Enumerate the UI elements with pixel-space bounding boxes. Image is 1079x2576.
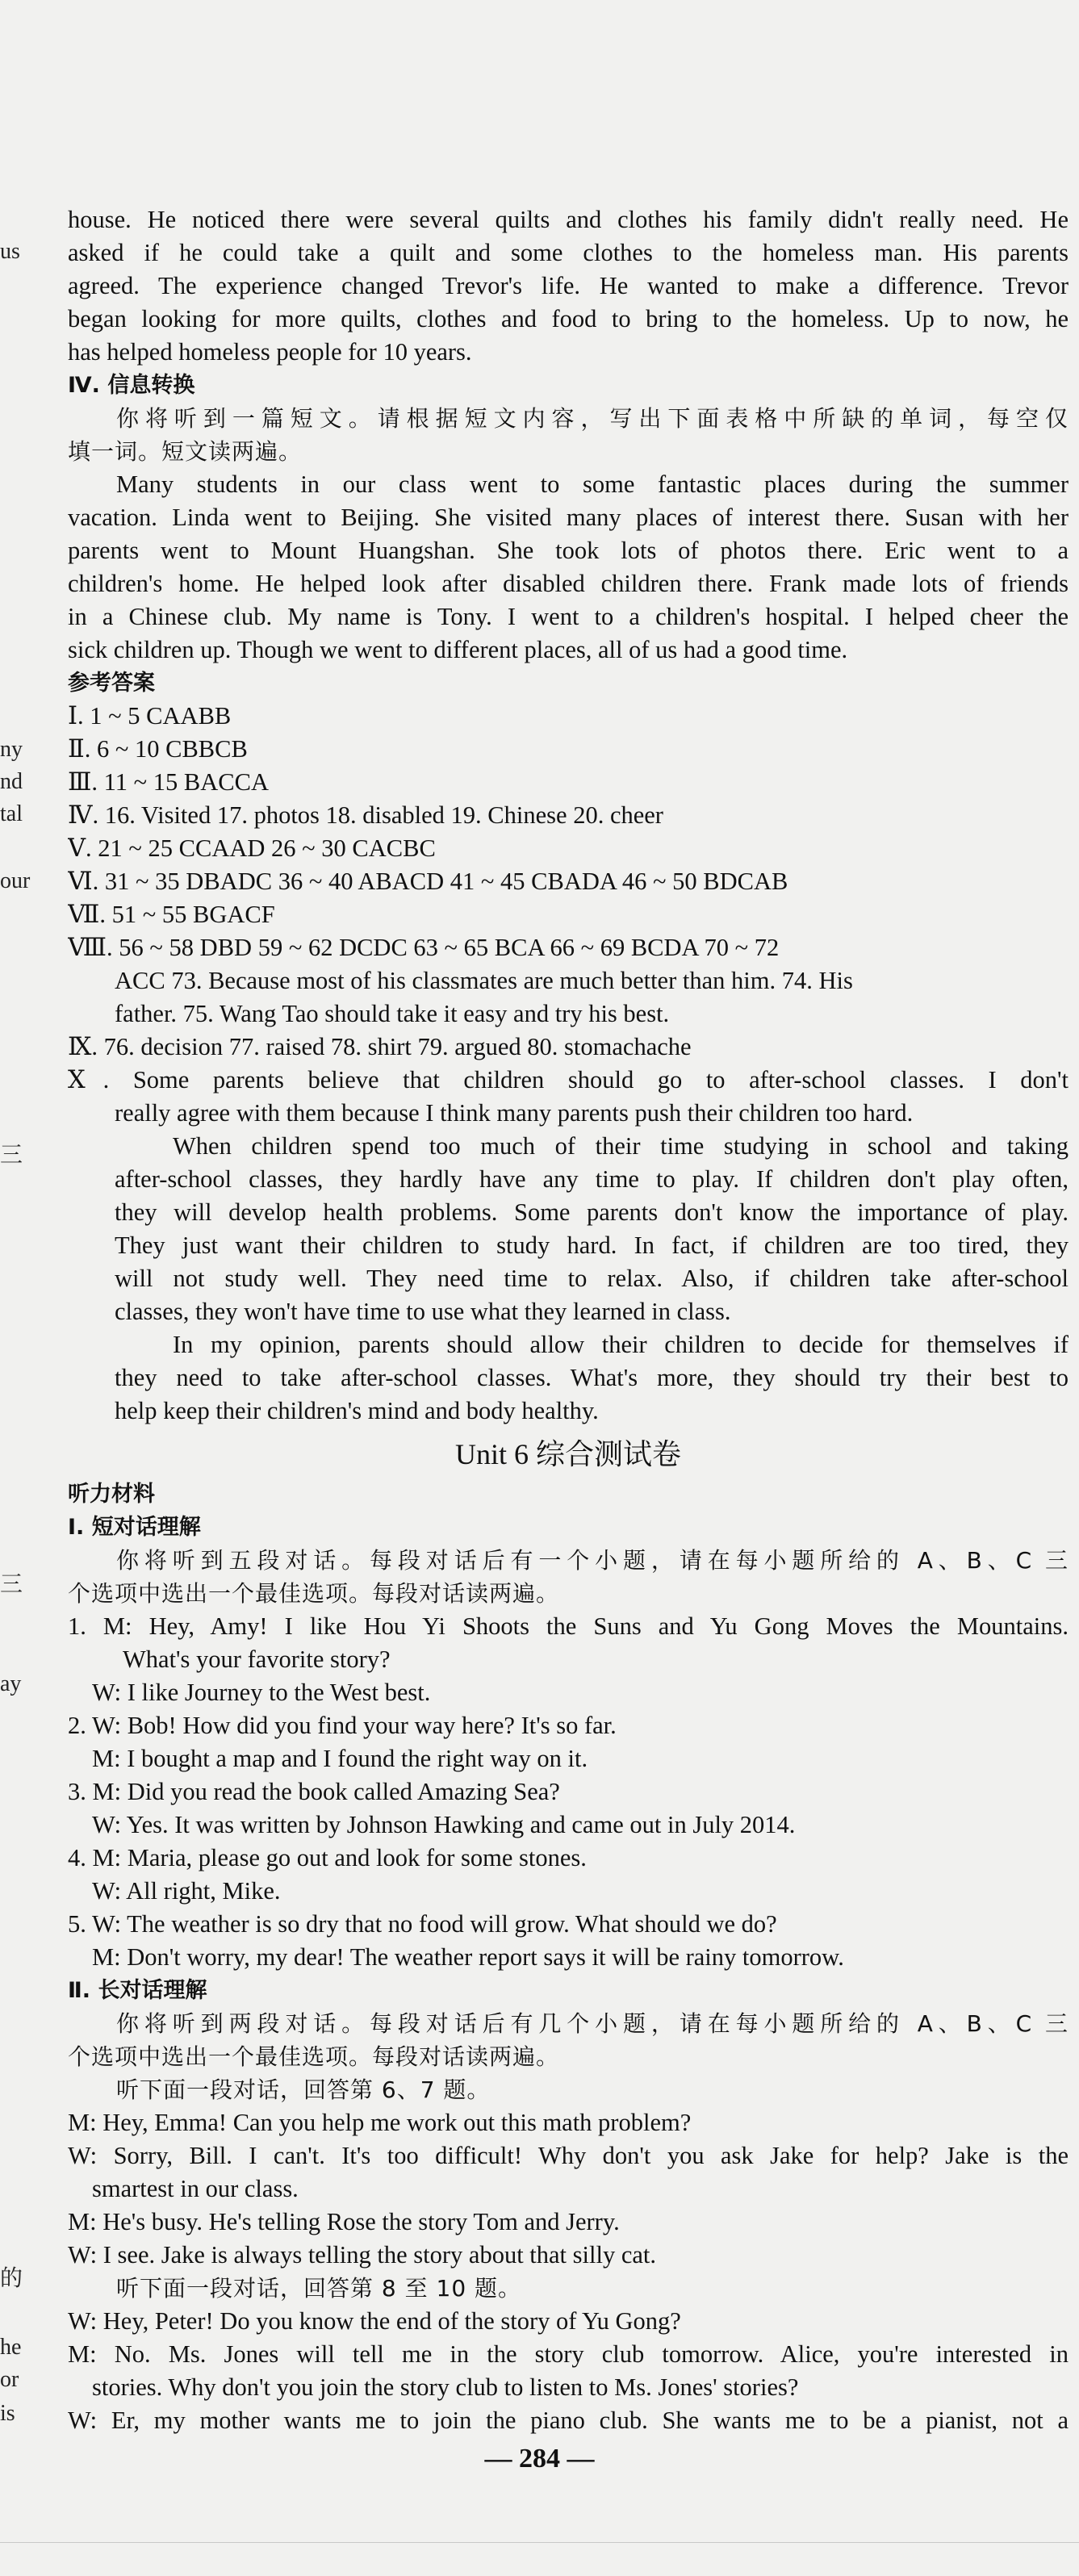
- answer-line: ACC 73. Because most of his classmates are much better than him. 74. His: [115, 967, 853, 994]
- dialogue-line: W: All right, Mike.: [92, 1877, 281, 1905]
- dialogue-line: 3. M: Did you read the book called Amazing Sea?: [68, 1778, 560, 1805]
- unit-title: Unit 6 综合测试卷: [454, 1438, 681, 1470]
- dialogue-line: W: I see. Jake is always telling the story about that silly cat.: [68, 2241, 656, 2269]
- dialogue-line: What's your favorite story?: [123, 1646, 391, 1673]
- dialogue-line: W: I like Journey to the West best.: [92, 1679, 431, 1706]
- dialogue-line: W: Er, my mother wants me to join the piano club. She wants me to be a pianist, not a: [68, 2407, 1069, 2434]
- essay-line: classes, they won't have time to use what they learned in class.: [115, 1298, 731, 1325]
- dialogue-line: 5. W: The weather is so dry that no food will grow. What should we do?: [68, 1910, 777, 1938]
- dialogue-line: M: He's busy. He's telling Rose the story Tom and Jerry.: [68, 2208, 620, 2235]
- answer-line: Ⅷ. 56 ~ 58 DBD 59 ~ 62 DCDC 63 ~ 65 BCA 66 ~ 69 BCDA 70 ~ 72: [68, 934, 780, 961]
- instruction-line: 你将听到五段对话。每段对话后有一个小题，请在每小题所给的 A、B、C 三: [116, 1547, 1069, 1574]
- instruction-line: 你将听到一篇短文。请根据短文内容，写出下面表格中所缺的单词，每空仅: [116, 405, 1069, 432]
- text-line: vacation. Linda went to Beijing. She visited many places of interest there. Susan with her: [68, 504, 1069, 531]
- margin-fragment: he: [0, 2335, 22, 2360]
- margin-fragment: 三: [0, 1143, 23, 1168]
- instruction-line: 个选项中选出一个最佳选项。每段对话读两遍。: [68, 1580, 560, 1607]
- instruction-line: 听下面一段对话，回答第 8 至 10 题。: [116, 2275, 522, 2302]
- text-line: parents went to Mount Huangshan. She took lots of photos there. Eric went to a: [68, 537, 1069, 564]
- answer-line: Ⅴ. 21 ~ 25 CCAAD 26 ~ 30 CACBC: [68, 834, 436, 862]
- dialogue-line: M: I bought a map and I found the right way on it.: [92, 1745, 588, 1772]
- answer-line: Ⅵ. 31 ~ 35 DBADC 36 ~ 40 ABACD 41 ~ 45 CBADA 46 ~ 50 BDCAB: [68, 868, 788, 895]
- answer-line: Ⅶ. 51 ~ 55 BGACF: [68, 901, 275, 928]
- essay-line: In my opinion, parents should allow their children to decide for themselves if: [173, 1331, 1069, 1358]
- margin-fragment: ny: [0, 737, 23, 762]
- essay-line: they will develop health problems. Some parents don't know the importance of play.: [115, 1198, 1069, 1226]
- margin-fragment: nd: [0, 769, 23, 794]
- dialogue-line: W: Hey, Peter! Do you know the end of the story of Yu Gong?: [68, 2307, 681, 2335]
- answer-line: father. 75. Wang Tao should take it easy and try his best.: [115, 1000, 670, 1027]
- dialogue-line: M: Hey, Emma! Can you help me work out this math problem?: [68, 2109, 692, 2136]
- section-heading: Ⅳ. 信息转换: [68, 373, 195, 398]
- text-line: sick children up. Though we went to different places, all of us had a good time.: [68, 636, 848, 663]
- essay-line: help keep their children's mind and body healthy.: [115, 1397, 599, 1424]
- answers-heading: 参考答案: [68, 671, 155, 696]
- instruction-line: 你将听到两段对话。每段对话后有几个小题，请在每小题所给的 A、B、C 三: [116, 2010, 1069, 2037]
- margin-fragment: ay: [0, 1671, 22, 1696]
- text-line: began looking for more quilts, clothes and food to bring to the homeless. Up to now, he: [68, 305, 1069, 332]
- essay-line: really agree with them because I think many parents push their children too hard.: [115, 1099, 914, 1127]
- margin-fragment: tal: [0, 801, 23, 826]
- instruction-line: 个选项中选出一个最佳选项。每段对话读两遍。: [68, 2043, 560, 2070]
- margin-fragment: 三: [0, 1572, 23, 1597]
- listening-heading: 听力材料: [68, 1482, 155, 1507]
- answer-line: Ⅰ. 1 ~ 5 CAABB: [68, 702, 232, 730]
- text-line: asked if he could take a quilt and some clothes to the homeless man. His parents: [68, 239, 1069, 266]
- margin-fragment: our: [0, 868, 31, 893]
- dialogue-line: M: Don't worry, my dear! The weather report says it will be rainy tomorrow.: [92, 1943, 844, 1971]
- text-line: in a Chinese club. My name is Tony. I went to a children's hospital. I helped cheer the: [68, 603, 1069, 630]
- margin-fragment: us: [0, 239, 20, 264]
- section-heading: Ⅱ. 长对话理解: [68, 1978, 207, 2003]
- dialogue-line: W: Sorry, Bill. I can't. It's too difficult! Why don't you ask Jake for help? Jake is the: [68, 2142, 1069, 2169]
- margin-fragment: 的: [0, 2266, 23, 2291]
- essay-line: they need to take after-school classes. What's more, they should try their best to: [115, 1364, 1069, 1391]
- instruction-line: 填一词。短文读两遍。: [68, 438, 303, 465]
- dialogue-line: M: No. Ms. Jones will tell me in the story club tomorrow. Alice, you're interested in: [68, 2340, 1069, 2368]
- text-line: has helped homeless people for 10 years.: [68, 338, 472, 366]
- dialogue-line: 2. W: Bob! How did you find your way here? It's so far.: [68, 1712, 617, 1739]
- dialogue-line: smartest in our class.: [92, 2175, 299, 2202]
- dialogue-line: 4. M: Maria, please go out and look for some stones.: [68, 1844, 587, 1871]
- bottom-rule: [0, 2542, 1079, 2543]
- margin-fragment: or: [0, 2367, 19, 2392]
- section-heading: Ⅰ. 短对话理解: [68, 1515, 201, 1540]
- essay-line: When children spend too much of their time studying in school and taking: [173, 1132, 1069, 1160]
- instruction-line: 听下面一段对话，回答第 6、7 题。: [116, 2076, 491, 2103]
- essay-line: They just want their children to study hard. In fact, if children are too tired, they: [115, 1232, 1069, 1259]
- text-line: Many students in our class went to some fantastic places during the summer: [116, 470, 1069, 498]
- text-line: children's home. He helped look after disabled children there. Frank made lots of friends: [68, 570, 1069, 597]
- essay-line: after-school classes, they hardly have any time to play. If children don't play often,: [115, 1165, 1069, 1193]
- answer-line: Ⅲ. 11 ~ 15 BACCA: [68, 768, 269, 796]
- margin-fragment: is: [0, 2401, 15, 2426]
- dialogue-line: W: Yes. It was written by Johnson Hawking and came out in July 2014.: [92, 1811, 796, 1838]
- text-line: house. He noticed there were several quilts and clothes his family didn't really need. He: [68, 206, 1069, 233]
- dialogue-line: 1. M: Hey, Amy! I like Hou Yi Shoots the Suns and Yu Gong Moves the Mountains.: [68, 1612, 1069, 1640]
- essay-line: Ⅹ. Some parents believe that children should go to after-school classes. I don't: [68, 1066, 1069, 1094]
- answer-line: Ⅸ. 76. decision 77. raised 78. shirt 79. argued 80. stomachache: [68, 1033, 692, 1060]
- answer-line: Ⅱ. 6 ~ 10 CBBCB: [68, 735, 248, 763]
- dialogue-line: stories. Why don't you join the story club to listen to Ms. Jones' stories?: [92, 2373, 799, 2401]
- page-body: [68, 203, 1069, 2437]
- text-line: agreed. The experience changed Trevor's life. He wanted to make a difference. Trevor: [68, 272, 1069, 299]
- page-number: — 284 —: [484, 2444, 595, 2474]
- answer-line: Ⅳ. 16. Visited 17. photos 18. disabled 19. Chinese 20. cheer: [68, 801, 663, 829]
- essay-line: will not study well. They need time to relax. Also, if children take after-school: [115, 1265, 1069, 1292]
